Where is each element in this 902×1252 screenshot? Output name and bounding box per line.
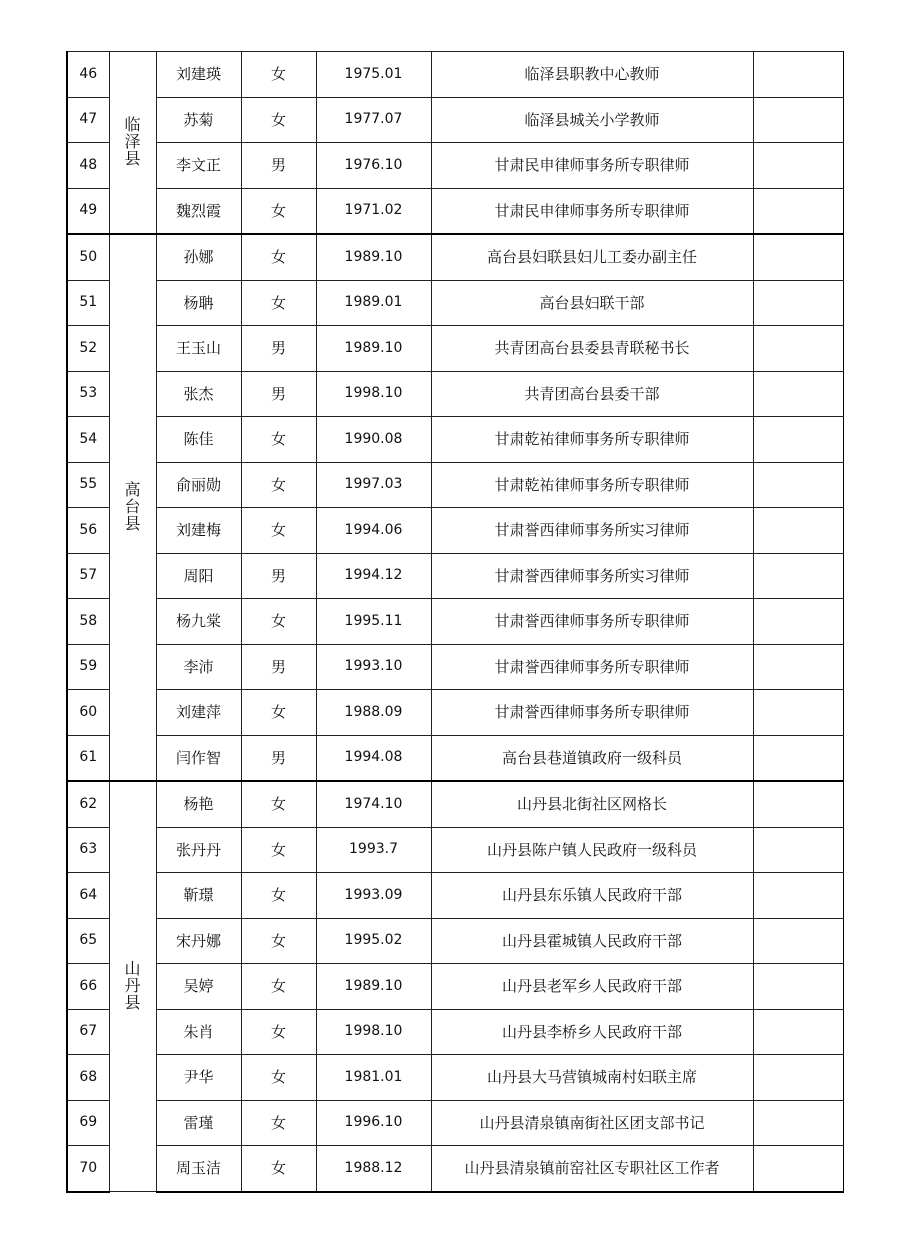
remark-cell bbox=[753, 280, 843, 326]
name-cell: 李沛 bbox=[156, 644, 241, 690]
name-cell: 周阳 bbox=[156, 553, 241, 599]
row-number-cell: 59 bbox=[67, 644, 109, 690]
name-cell: 吴婷 bbox=[156, 964, 241, 1010]
birth-date-cell: 1996.10 bbox=[316, 1100, 431, 1146]
birth-date-cell: 1990.08 bbox=[316, 417, 431, 463]
birth-date-cell: 1995.02 bbox=[316, 918, 431, 964]
gender-cell: 女 bbox=[241, 827, 316, 873]
name-cell: 李文正 bbox=[156, 143, 241, 189]
row-number-cell: 68 bbox=[67, 1055, 109, 1101]
remark-cell bbox=[753, 1055, 843, 1101]
gender-cell: 女 bbox=[241, 1146, 316, 1192]
county-char: 山 bbox=[124, 959, 141, 979]
birth-date-cell: 1993.09 bbox=[316, 873, 431, 919]
table-row bbox=[67, 1009, 843, 1055]
birth-date-cell: 1994.12 bbox=[316, 553, 431, 599]
row-number-cell: 58 bbox=[67, 599, 109, 645]
gender-cell: 女 bbox=[241, 873, 316, 919]
name-cell: 陈佳 bbox=[156, 417, 241, 463]
row-number-cell: 66 bbox=[67, 964, 109, 1010]
county-char: 台 bbox=[124, 497, 141, 517]
birth-date-cell: 1976.10 bbox=[316, 143, 431, 189]
table-row bbox=[67, 918, 843, 964]
county-cell bbox=[109, 781, 156, 1192]
birth-date-cell: 1997.03 bbox=[316, 462, 431, 508]
table-row bbox=[67, 280, 843, 326]
gender-cell: 男 bbox=[241, 143, 316, 189]
work-unit-cell: 甘肃誉西律师事务所专职律师 bbox=[431, 690, 753, 736]
row-number-cell: 64 bbox=[67, 873, 109, 919]
birth-date-cell: 1989.01 bbox=[316, 280, 431, 326]
gender-cell: 女 bbox=[241, 234, 316, 280]
gender-cell: 女 bbox=[241, 508, 316, 554]
table-row bbox=[67, 644, 843, 690]
work-unit-cell: 共青团高台县委干部 bbox=[431, 371, 753, 417]
birth-date-cell: 1975.01 bbox=[316, 52, 431, 98]
remark-cell bbox=[753, 918, 843, 964]
table-row bbox=[67, 188, 843, 234]
table-row bbox=[67, 97, 843, 143]
birth-date-cell: 1974.10 bbox=[316, 781, 431, 827]
row-number-cell: 56 bbox=[67, 508, 109, 554]
row-number-cell: 70 bbox=[67, 1146, 109, 1192]
row-number-cell: 52 bbox=[67, 326, 109, 372]
remark-cell bbox=[753, 371, 843, 417]
row-number-cell: 57 bbox=[67, 553, 109, 599]
remark-cell bbox=[753, 417, 843, 463]
gender-cell: 女 bbox=[241, 690, 316, 736]
remark-cell bbox=[753, 188, 843, 234]
birth-date-cell: 1993.7 bbox=[316, 827, 431, 873]
work-unit-cell: 甘肃誉西律师事务所专职律师 bbox=[431, 599, 753, 645]
row-number-cell: 46 bbox=[67, 52, 109, 98]
work-unit-cell: 甘肃誉西律师事务所专职律师 bbox=[431, 644, 753, 690]
birth-date-cell: 1989.10 bbox=[316, 326, 431, 372]
name-cell: 刘建瑛 bbox=[156, 52, 241, 98]
remark-cell bbox=[753, 234, 843, 280]
gender-cell: 男 bbox=[241, 644, 316, 690]
birth-date-cell: 1995.11 bbox=[316, 599, 431, 645]
row-number-cell: 48 bbox=[67, 143, 109, 189]
gender-cell: 女 bbox=[241, 280, 316, 326]
row-number-cell: 69 bbox=[67, 1100, 109, 1146]
table-row bbox=[67, 1146, 843, 1192]
work-unit-cell: 山丹县东乐镇人民政府干部 bbox=[431, 873, 753, 919]
work-unit-cell: 山丹县大马营镇城南村妇联主席 bbox=[431, 1055, 753, 1101]
remark-cell bbox=[753, 690, 843, 736]
gender-cell: 女 bbox=[241, 462, 316, 508]
name-cell: 孙娜 bbox=[156, 234, 241, 280]
gender-cell: 男 bbox=[241, 371, 316, 417]
work-unit-cell: 临泽县城关小学教师 bbox=[431, 97, 753, 143]
row-number-cell: 50 bbox=[67, 234, 109, 280]
birth-date-cell: 1981.01 bbox=[316, 1055, 431, 1101]
row-number-cell: 60 bbox=[67, 690, 109, 736]
name-cell: 周玉洁 bbox=[156, 1146, 241, 1192]
work-unit-cell: 高台县妇联干部 bbox=[431, 280, 753, 326]
name-cell: 杨艳 bbox=[156, 781, 241, 827]
gender-cell: 女 bbox=[241, 1100, 316, 1146]
name-cell: 朱肖 bbox=[156, 1009, 241, 1055]
remark-cell bbox=[753, 735, 843, 781]
table-row bbox=[67, 508, 843, 554]
table-row bbox=[67, 326, 843, 372]
county-char: 丹 bbox=[124, 976, 141, 996]
table-row bbox=[67, 371, 843, 417]
remark-cell bbox=[753, 326, 843, 372]
row-number-cell: 63 bbox=[67, 827, 109, 873]
work-unit-cell: 高台县妇联县妇儿工委办副主任 bbox=[431, 234, 753, 280]
remark-cell bbox=[753, 1100, 843, 1146]
remark-cell bbox=[753, 462, 843, 508]
county-cell bbox=[109, 234, 156, 781]
table-row bbox=[67, 599, 843, 645]
remark-cell bbox=[753, 873, 843, 919]
row-number-cell: 54 bbox=[67, 417, 109, 463]
table-row bbox=[67, 234, 843, 280]
work-unit-cell: 甘肃誉西律师事务所实习律师 bbox=[431, 508, 753, 554]
work-unit-cell: 山丹县清泉镇前窑社区专职社区工作者 bbox=[431, 1146, 753, 1192]
name-cell: 俞丽勋 bbox=[156, 462, 241, 508]
remark-cell bbox=[753, 143, 843, 189]
row-number-cell: 62 bbox=[67, 781, 109, 827]
work-unit-cell: 山丹县老军乡人民政府干部 bbox=[431, 964, 753, 1010]
work-unit-cell: 高台县巷道镇政府一级科员 bbox=[431, 735, 753, 781]
table-row bbox=[67, 690, 843, 736]
table-row bbox=[67, 52, 843, 98]
work-unit-cell: 山丹县陈户镇人民政府一级科员 bbox=[431, 827, 753, 873]
name-cell: 闫作智 bbox=[156, 735, 241, 781]
remark-cell bbox=[753, 827, 843, 873]
name-cell: 靳璟 bbox=[156, 873, 241, 919]
county-char: 临 bbox=[124, 115, 141, 135]
gender-cell: 女 bbox=[241, 1055, 316, 1101]
name-cell: 刘建萍 bbox=[156, 690, 241, 736]
gender-cell: 男 bbox=[241, 735, 316, 781]
table-row bbox=[67, 553, 843, 599]
county-char: 高 bbox=[124, 480, 141, 500]
name-cell: 杨九棠 bbox=[156, 599, 241, 645]
remark-cell bbox=[753, 964, 843, 1010]
birth-date-cell: 1988.12 bbox=[316, 1146, 431, 1192]
birth-date-cell: 1998.10 bbox=[316, 1009, 431, 1055]
birth-date-cell: 1977.07 bbox=[316, 97, 431, 143]
table-row bbox=[67, 462, 843, 508]
remark-cell bbox=[753, 1009, 843, 1055]
birth-date-cell: 1998.10 bbox=[316, 371, 431, 417]
remark-cell bbox=[753, 781, 843, 827]
name-cell: 杨聃 bbox=[156, 280, 241, 326]
table-row bbox=[67, 781, 843, 827]
gender-cell: 女 bbox=[241, 599, 316, 645]
work-unit-cell: 共青团高台县委县青联秘书长 bbox=[431, 326, 753, 372]
birth-date-cell: 1971.02 bbox=[316, 188, 431, 234]
name-cell: 刘建梅 bbox=[156, 508, 241, 554]
row-number-cell: 61 bbox=[67, 735, 109, 781]
name-cell: 尹华 bbox=[156, 1055, 241, 1101]
name-cell: 苏菊 bbox=[156, 97, 241, 143]
table-row bbox=[67, 1100, 843, 1146]
row-number-cell: 51 bbox=[67, 280, 109, 326]
name-cell: 张丹丹 bbox=[156, 827, 241, 873]
table-row bbox=[67, 417, 843, 463]
remark-cell bbox=[753, 52, 843, 98]
birth-date-cell: 1994.08 bbox=[316, 735, 431, 781]
work-unit-cell: 山丹县李桥乡人民政府干部 bbox=[431, 1009, 753, 1055]
remark-cell bbox=[753, 644, 843, 690]
gender-cell: 男 bbox=[241, 553, 316, 599]
name-cell: 宋丹娜 bbox=[156, 918, 241, 964]
gender-cell: 女 bbox=[241, 417, 316, 463]
name-cell: 魏烈霞 bbox=[156, 188, 241, 234]
row-number-cell: 49 bbox=[67, 188, 109, 234]
remark-cell bbox=[753, 1146, 843, 1192]
gender-cell: 女 bbox=[241, 964, 316, 1010]
work-unit-cell: 甘肃乾祐律师事务所专职律师 bbox=[431, 462, 753, 508]
roster-table bbox=[66, 51, 844, 1193]
work-unit-cell: 甘肃誉西律师事务所实习律师 bbox=[431, 553, 753, 599]
birth-date-cell: 1993.10 bbox=[316, 644, 431, 690]
row-number-cell: 53 bbox=[67, 371, 109, 417]
table-row bbox=[67, 964, 843, 1010]
remark-cell bbox=[753, 599, 843, 645]
birth-date-cell: 1988.09 bbox=[316, 690, 431, 736]
county-char: 县 bbox=[124, 513, 141, 533]
work-unit-cell: 山丹县霍城镇人民政府干部 bbox=[431, 918, 753, 964]
remark-cell bbox=[753, 553, 843, 599]
birth-date-cell: 1989.10 bbox=[316, 234, 431, 280]
name-cell: 王玉山 bbox=[156, 326, 241, 372]
birth-date-cell: 1994.06 bbox=[316, 508, 431, 554]
county-char: 县 bbox=[124, 148, 141, 168]
birth-date-cell: 1989.10 bbox=[316, 964, 431, 1010]
table-row bbox=[67, 735, 843, 781]
work-unit-cell: 临泽县职教中心教师 bbox=[431, 52, 753, 98]
row-number-cell: 55 bbox=[67, 462, 109, 508]
gender-cell: 女 bbox=[241, 918, 316, 964]
gender-cell: 女 bbox=[241, 97, 316, 143]
row-number-cell: 47 bbox=[67, 97, 109, 143]
gender-cell: 女 bbox=[241, 781, 316, 827]
gender-cell: 女 bbox=[241, 52, 316, 98]
county-cell bbox=[109, 52, 156, 235]
name-cell: 雷瑾 bbox=[156, 1100, 241, 1146]
work-unit-cell: 山丹县清泉镇南街社区团支部书记 bbox=[431, 1100, 753, 1146]
county-char: 泽 bbox=[124, 132, 141, 152]
gender-cell: 女 bbox=[241, 188, 316, 234]
table-row bbox=[67, 1055, 843, 1101]
roster-table-body bbox=[67, 52, 843, 1192]
work-unit-cell: 甘肃民申律师事务所专职律师 bbox=[431, 188, 753, 234]
table-row bbox=[67, 827, 843, 873]
row-number-cell: 67 bbox=[67, 1009, 109, 1055]
table-row bbox=[67, 873, 843, 919]
remark-cell bbox=[753, 97, 843, 143]
work-unit-cell: 甘肃民申律师事务所专职律师 bbox=[431, 143, 753, 189]
work-unit-cell: 山丹县北街社区网格长 bbox=[431, 781, 753, 827]
county-char: 县 bbox=[124, 992, 141, 1012]
gender-cell: 男 bbox=[241, 326, 316, 372]
gender-cell: 女 bbox=[241, 1009, 316, 1055]
remark-cell bbox=[753, 508, 843, 554]
row-number-cell: 65 bbox=[67, 918, 109, 964]
work-unit-cell: 甘肃乾祐律师事务所专职律师 bbox=[431, 417, 753, 463]
name-cell: 张杰 bbox=[156, 371, 241, 417]
table-row bbox=[67, 143, 843, 189]
